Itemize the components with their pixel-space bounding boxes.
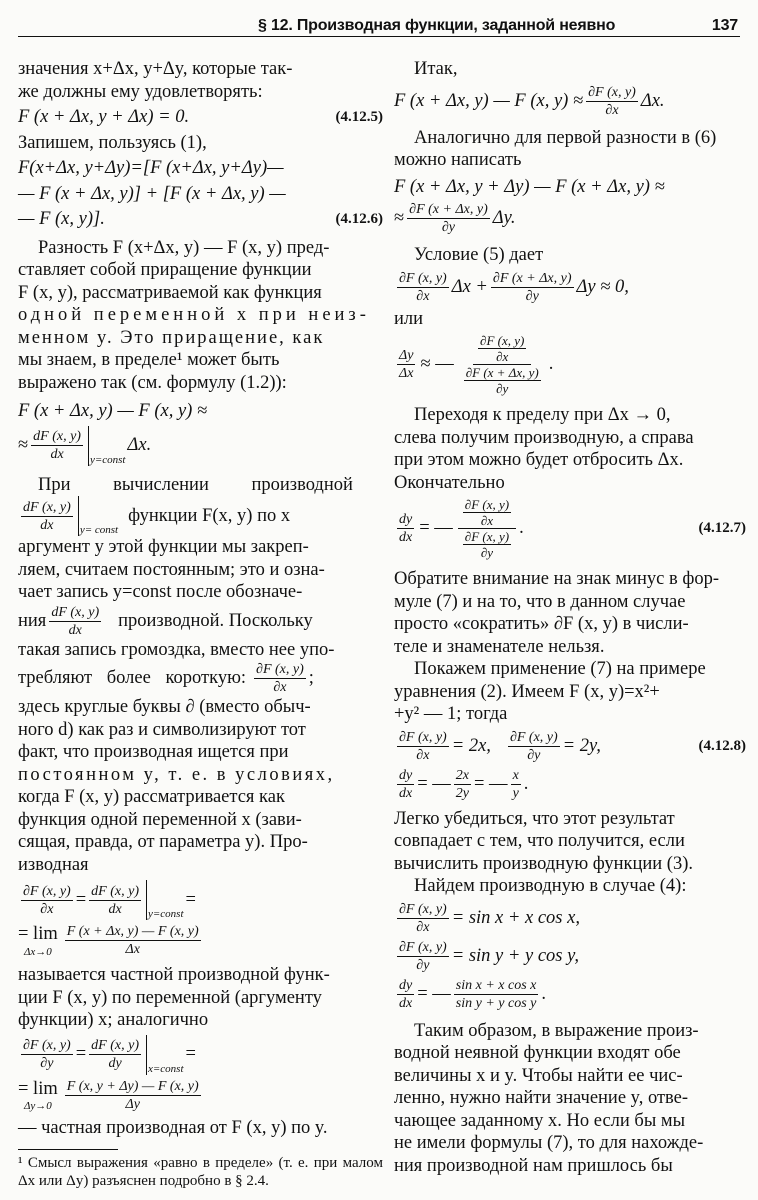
paragraph-analog: Аналогично для первой разности в (6) можно написать bbox=[394, 127, 717, 170]
equation-sin-y: $\frac{\partial F (x, y)}{\partial y}$ = sin y + y cos y, bbox=[399, 939, 579, 973]
footnote-divider bbox=[18, 1149, 118, 1150]
paragraph-note: Обратите внимание на знак минус в фор- муле (7) и на то, что в данном случае просто «сократить» ∂F (x, y) в числи- теле и знаменателе нельзя. Покажем применение (7) на примере уравнения (2). Имеем F (x, y)=x²+ +y² — 1; тогда bbox=[394, 569, 719, 724]
equation-number: (4.12.7) bbox=[698, 520, 746, 537]
fraction: $\frac{F (x, y + \Delta y) — F (x, y)}{\Delta y}$ bbox=[66, 1078, 199, 1112]
equation-4-12-5: F (x + Δx, y + Δx) = 0. (4.12.5) bbox=[18, 107, 383, 127]
equation-partial-y: $\frac{\partial F (x, y)}{\partial y}$ = $\frac{dF (x, y)}{dy}$ x=const = bbox=[18, 1035, 383, 1075]
equation-limit-y: = lim Δy→0 $\frac{F (x, y + \Delta y) — F (x, y)}{\Delta y}$ bbox=[18, 1078, 199, 1113]
text-line: же должны ему удовлетворять: bbox=[18, 81, 263, 102]
fraction: $\frac{\text{sin x + x cos x}}{\text{sin y + y cos y}}$ bbox=[455, 977, 537, 1011]
fraction: $\frac{dF (x, y)}{dx}$ bbox=[33, 429, 81, 462]
compound-fraction: $\frac{\frac{\partial F (x, y)}{\partial x}}{\frac{\partial F (x, y)}{\partial y}}$ bbox=[458, 497, 516, 560]
equation-sin-x: $\frac{\partial F (x, y)}{\partial x}$ = sin x + x cos x, bbox=[399, 901, 580, 935]
fraction: $\frac{dF (x, y)}{dy}$ bbox=[91, 1038, 139, 1071]
paragraph-limit: Переходя к пределу при Δx → 0, слева получим производную, а справа при этом можно будет отбросить Δx. Окончательно bbox=[394, 405, 694, 493]
fraction: $\frac{\partial F (x, y)}{\partial y}$ bbox=[399, 939, 447, 973]
paragraph-check: Легко убедиться, что этот результат совпадает с тем, что получится, если вычислить производную функции (3). Найдем производную в случае (4): bbox=[394, 808, 693, 896]
equation-4-12-6-line2: — F (x + Δx, y)] + [F (x + Δx, y) — bbox=[18, 183, 286, 204]
fraction: $\frac{\partial F (x, y)}{\partial y}$ bbox=[23, 1038, 71, 1071]
fraction: $\frac{dF (x, y)}{dx}$ bbox=[91, 883, 139, 917]
equation-increment-derivative: ≈ $\frac{dF (x, y)}{dx}$ y=const Δx. bbox=[18, 426, 383, 466]
page-number: 137 bbox=[711, 17, 738, 34]
equation-4-12-8: $\frac{\partial F (x, y)}{\partial x}$ = 2x, $\frac{\partial F (x, y)}{\partial y}$ = 2y, (4.12.8) bbox=[399, 729, 746, 763]
equation-itak: F (x + Δx, y) — F (x, y) ≈ $\frac{\partial F (x, y)}{\partial x}$ Δx. bbox=[394, 84, 665, 118]
fraction: $\frac{\partial F (x, y)}{\partial x}$ bbox=[399, 901, 447, 935]
equation-4-12-7: $\frac{dy}{dx}$ = — $\frac{\frac{\partial F (x, y)}{\partial x}}{\frac{\partial F (x, y)}{\partial y}}$ . (4.12.7) bbox=[399, 497, 746, 560]
left-column bbox=[18, 58, 383, 1190]
fraction: $\frac{\partial F (x + \Delta x, y)}{\partial y}$ bbox=[492, 270, 572, 304]
paragraph-difference: Разность F (x+Δx, y) — F (x, y) пред- ставляет собой приращение функции F (x, y), рассматриваемой как функция одной переменной x при неиз- менном y. Это приращение, как мы знаем, в пределе¹ может быть выражено так (см. формулу (1.2)): bbox=[18, 237, 370, 393]
text-line: или bbox=[394, 308, 424, 329]
text-line: Условие (5) дает bbox=[414, 245, 544, 265]
fraction: $\frac{x}{y}$ bbox=[512, 767, 519, 801]
equation-second-diff: F (x + Δx, y + Δy) — F (x + Δx, y) ≈ bbox=[394, 176, 665, 197]
evaluation-bar: y= const bbox=[78, 496, 118, 536]
evaluation-bar: y=const bbox=[146, 880, 184, 920]
equation-ratio: $\frac{\Delta y}{\Delta x}$ ≈ — $\frac{\frac{\partial F (x, y)}{\partial x}}{\frac{\partial F (x + \Delta x, y)}{\partial y}}$ . bbox=[399, 333, 554, 396]
section-title: § 12. Производная функции, заданной неявно bbox=[258, 17, 616, 34]
fraction: $\frac{\partial F (x, y)}{\partial x}$ bbox=[256, 662, 304, 695]
right-column: Итак, F (x + Δx, y) — F (x, y) ≈ $\frac{\partial F (x, y)}{\partial x}$ Δx. Аналогично для первой разности в (6) можно написать F (x + Δx, y + Δy) — F (x + Δx, y) ≈ ≈ $\frac{\partial F (x + \Delta x, y)}{\partial y}$ Δy. Условие (5) дает $\frac{\partial F (x, y)}{\partial x}$ Δx + $\frac{\partial F (x + \Delta x, y)}{\partial y}$ Δy ≈ 0, или $\frac{\Delta y}{\Delta x}$ ≈ — $\frac{\frac{\partial F (x, y)}{\partial x}}{\frac{\partial F (x + \Delta x, y)}{\partial y}}$ . Переходя к пределу при Δx → 0, слева получим производную, а справа при этом можно будет отбросить Δx. Окончательно $\frac{dy}{dx}$ = — $\frac{\frac{\partial F (x, y)}{\partial x}}{\frac{\partial F (x, y)}{\partial y}}$ . (4.12.7) Обратите внимание на знак минус в фор- муле (7) и на то, что в данном случае просто «сократить» ∂F (x, y) в числи- теле и знаменателе нельзя. Покажем применение (7) на примере уравнения (2). Имеем F (x, y)=x²+ +y² — 1; тогда $\frac{\partial F (x, y)}{\partial x}$ = 2x, $\frac{\partial F (x, y)}{\partial y}$ = 2y, (4.12.8) $\frac{dy}{dx}$ = — $\frac{2x}{2y}$ = — $\frac{x}{y}$ . Легко убедиться, что этот результат совпадает с тем, что получится, если вычислить производную функции (3). Найдем производную в случае (4): $\frac{\partial F (x, y)}{\partial x}$ = sin x + x cos x, $\frac{\partial F (x, y)}{\partial y}$ = sin y + y cos y, $\frac{dy}{dx}$ = — $\frac{\text{sin x + x cos x}}{\text{sin y + y cos y}}$ . Таким образом, в выражение произ- водной неявной функции входят обе величины x и y. Чтобы найти ее чис- ленно, нужно найти значение y, отве- чающее заданному x. Но если бы мы не имели формулы (7), то для нахожде- ния производной нам пришлось бы bbox=[394, 59, 746, 1176]
fraction: $\frac{dy}{dx}$ bbox=[399, 767, 413, 801]
fraction: $\frac{\partial F (x + \Delta x, y)}{\partial y}$ bbox=[409, 202, 488, 235]
fraction: $\frac{dF (x, y)}{dx}$ bbox=[51, 604, 100, 638]
paragraph-conclusion: Таким образом, в выражение произ- водной неявной функции входят обе величины x и y. Чтобы найти ее чис- ленно, нужно найти значение y, отве- чающее заданному x. Но если бы мы не имели формулы (7), то для нахожде- ния производной нам пришлось бы bbox=[394, 1020, 704, 1176]
fraction: $\frac{\partial F (x, y)}{\partial x}$ bbox=[399, 270, 447, 304]
equation-increment: F (x + Δx, y) — F (x, y) ≈ bbox=[18, 401, 208, 421]
text-line: — частная производная от F (x, y) по y. bbox=[18, 1117, 328, 1138]
equation-circle-derivative: $\frac{dy}{dx}$ = — $\frac{2x}{2y}$ = — $\frac{x}{y}$ . bbox=[399, 767, 529, 801]
evaluation-bar: y=const bbox=[88, 426, 126, 466]
text-line: значения x+Δx, y+Δy, которые так- bbox=[18, 59, 293, 79]
paragraph-partial-definition: называется частной производной функ- ции F (x, y) по переменной (аргументу функции) x; аналогично bbox=[18, 965, 330, 1030]
equation-sin-derivative: $\frac{dy}{dx}$ = — $\frac{\text{sin x + x cos x}}{\text{sin y + y cos y}}$ . bbox=[399, 977, 546, 1011]
fraction: $\frac{dF (x, y)}{dx}$ bbox=[23, 499, 71, 533]
equation-number: (4.12.8) bbox=[698, 737, 746, 754]
equation-second-diff-approx: ≈ $\frac{\partial F (x + \Delta x, y)}{\partial y}$ Δy. bbox=[394, 202, 516, 235]
fraction: $\frac{F (x + \Delta x, y) — F (x, y)}{\Delta x}$ bbox=[66, 924, 199, 957]
running-header bbox=[18, 10, 740, 37]
equation-number: (4.12.5) bbox=[335, 109, 383, 125]
paragraph-partial: При вычислении производной $\frac{dF (x, y)}{dx}$ y= const функции F(x, y) по x аргумент y этой функции мы закреп- ляем, считаем постоянным; это и озна- чает запись y=const после обозначе- ния $\frac{dF (x, y)}{dx}$ производной. Поскольку такая запись громоздка, вместо нее упо- требляют более короткую: $\frac{\partial F (x, y)}{\partial x}$ ; здесь круглые буквы ∂ (вместо обыч- ного d) как раз и символизируют тот факт, что производная ищется при постоянном y, т. е. в условиях, когда F (x, y) рассматривается как функция одной переменной x (зави- сящая, правда, от параметра y). Про- изводная bbox=[18, 474, 353, 875]
fraction: $\frac{\partial F (x, y)}{\partial y}$ bbox=[509, 729, 558, 763]
fraction: $\frac{\partial F (x, y)}{\partial x}$ bbox=[588, 84, 636, 118]
fraction: $\frac{\partial F (x, y)}{\partial x}$ bbox=[399, 729, 447, 763]
evaluation-bar: x=const bbox=[146, 1035, 184, 1075]
equation-partial-x: $\frac{\partial F (x, y)}{\partial x}$ = $\frac{dF (x, y)}{dx}$ y=const = bbox=[18, 880, 383, 920]
equation-4-12-6-line3: — F (x, y)]. (4.12.6) bbox=[18, 209, 383, 229]
equation-limit-x: = lim Δx→0 $\frac{F (x + \Delta x, y) — F (x, y)}{\Delta x}$ bbox=[18, 924, 199, 958]
text-line: Запишем, пользуясь (1), bbox=[18, 132, 207, 153]
equation-4-12-6-line1: F(x+Δx, y+Δy)=[F (x+Δx, y+Δy)— bbox=[18, 158, 284, 178]
footnote: ¹ Смысл выражения «равно в пределе» (т. е. при малом Δx или Δy) разъяснен подробно в § 2.4. bbox=[18, 1155, 383, 1189]
compound-fraction: $\frac{\frac{\partial F (x, y)}{\partial x}}{\frac{\partial F (x + \Delta x, y)}{\partial y}}$ bbox=[465, 333, 539, 396]
equation-condition: $\frac{\partial F (x, y)}{\partial x}$ Δx + $\frac{\partial F (x + \Delta x, y)}{\partial y}$ Δy ≈ 0, bbox=[399, 270, 629, 304]
equation-number: (4.12.6) bbox=[335, 211, 383, 227]
fraction: $\frac{dy}{dx}$ bbox=[399, 512, 413, 545]
fraction: $\frac{\partial F (x, y)}{\partial x}$ bbox=[23, 883, 71, 917]
fraction: $\frac{dy}{dx}$ bbox=[399, 977, 413, 1011]
fraction: $\frac{2x}{2y}$ bbox=[455, 767, 469, 801]
fraction: $\frac{\Delta y}{\Delta x}$ bbox=[399, 348, 414, 381]
